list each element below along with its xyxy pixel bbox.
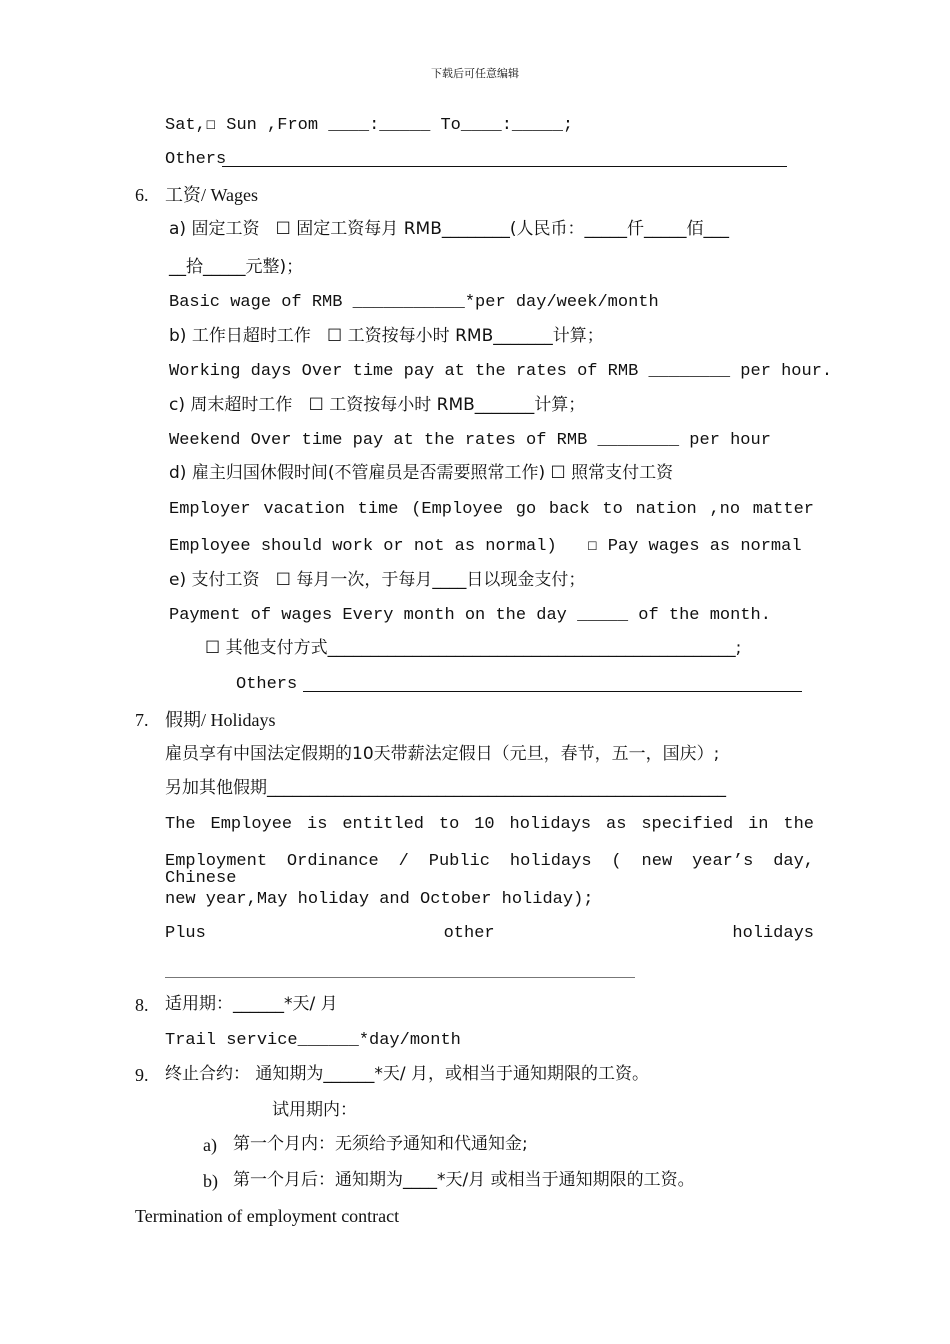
vacation-wage-en-line-cont: Employee should work or not as normal) ☐ Pay wages as normal — [169, 537, 802, 556]
probation-item-b: 第一个月后：通知期为____*天/月 或相当于通知期限的工资。 — [233, 1170, 695, 1190]
probation-item-a-marker: a) — [203, 1135, 217, 1155]
vacation-wage-line: d) 雇主归国休假时间(不管雇员是否需要照常工作) ☐ 照常支付工资 — [169, 463, 674, 483]
other-payment-others-label: Others — [236, 675, 298, 694]
page-header-note: 下载后可任意编辑 — [431, 67, 519, 80]
plus-other-holidays-line: Plus other holidays — [165, 924, 814, 943]
section-6-title: 工资/ Wages — [165, 185, 259, 205]
weekend-overtime-line: c) 周末超时工作 ☐ 工资按每小时 RMB_______计算； — [169, 395, 586, 415]
holidays-en-line-2: Employment Ordinance / Public holidays ( new year’s day, Chinese — [165, 852, 814, 888]
basic-wage-line: Basic wage of RMB ___________*per day/week/month — [169, 293, 659, 312]
section-9-number: 9. — [135, 1065, 149, 1085]
statutory-holidays-line: 雇员享有中国法定假期的10天带薪法定假日（元旦，春节，五一，国庆）; — [165, 744, 720, 764]
payment-of-wages-line: e) 支付工资 ☐ 每月一次，于每月____日以现金支付； — [169, 570, 586, 590]
weekend-overtime-en-line: Weekend Over time pay at the rates of RMB ________ per hour — [169, 431, 771, 450]
payment-of-wages-en-line: Payment of wages Every month on the day _____ of the month. — [169, 606, 771, 625]
plus-other-holidays-blank-line — [165, 977, 635, 978]
others-blank-line — [222, 166, 787, 167]
probation-item-a: 第一个月内：无须给予通知和代通知金; — [233, 1134, 528, 1154]
other-payment-blank-line — [303, 691, 802, 692]
weekday-overtime-en-line: Working days Over time pay at the rates of RMB ________ per hour. — [169, 362, 833, 381]
weekday-overtime-line: b) 工作日超时工作 ☐ 工资按每小时 RMB_______计算； — [169, 326, 604, 346]
fixed-wage-line: a) 固定工资 ☐ 固定工资每月 RMB________(人民币：_____仟_____佰___ — [169, 219, 729, 239]
probation-item-b-marker: b) — [203, 1171, 218, 1191]
termination-heading: Termination of employment contract — [135, 1206, 400, 1226]
additional-holidays-line: 另加其他假期______________________________________________________ — [165, 778, 726, 798]
section-7-title: 假期/ Holidays — [165, 710, 276, 730]
section-8-number: 8. — [135, 995, 149, 1015]
section-7-number: 7. — [135, 710, 149, 730]
holidays-en-line-1: The Employee is entitled to 10 holidays as specified in the — [165, 815, 814, 834]
section-9-title: 终止合约： 通知期为______*天/ 月，或相当于通知期限的工资。 — [165, 1064, 650, 1084]
other-payment-method-line: ☐ 其他支付方式________________________________________________; — [205, 638, 742, 658]
trial-service-line: Trail service______*day/month — [165, 1031, 461, 1050]
vacation-wage-en-line: Employer vacation time (Employee go back to nation ,no matter — [169, 500, 814, 519]
section-8-title: 适用期：______*天/ 月 — [165, 994, 338, 1014]
work-hours-sat-sun-line: Sat,☐ Sun ,From ____:_____ To____:_____; — [165, 116, 574, 135]
work-hours-others-label: Others — [165, 150, 227, 169]
fixed-wage-line-cont: __拾_____元整)； — [169, 257, 304, 277]
holidays-en-line-3: new year,May holiday and October holiday); — [165, 890, 594, 909]
probation-label: 试用期内： — [272, 1100, 357, 1120]
section-6-number: 6. — [135, 185, 149, 205]
